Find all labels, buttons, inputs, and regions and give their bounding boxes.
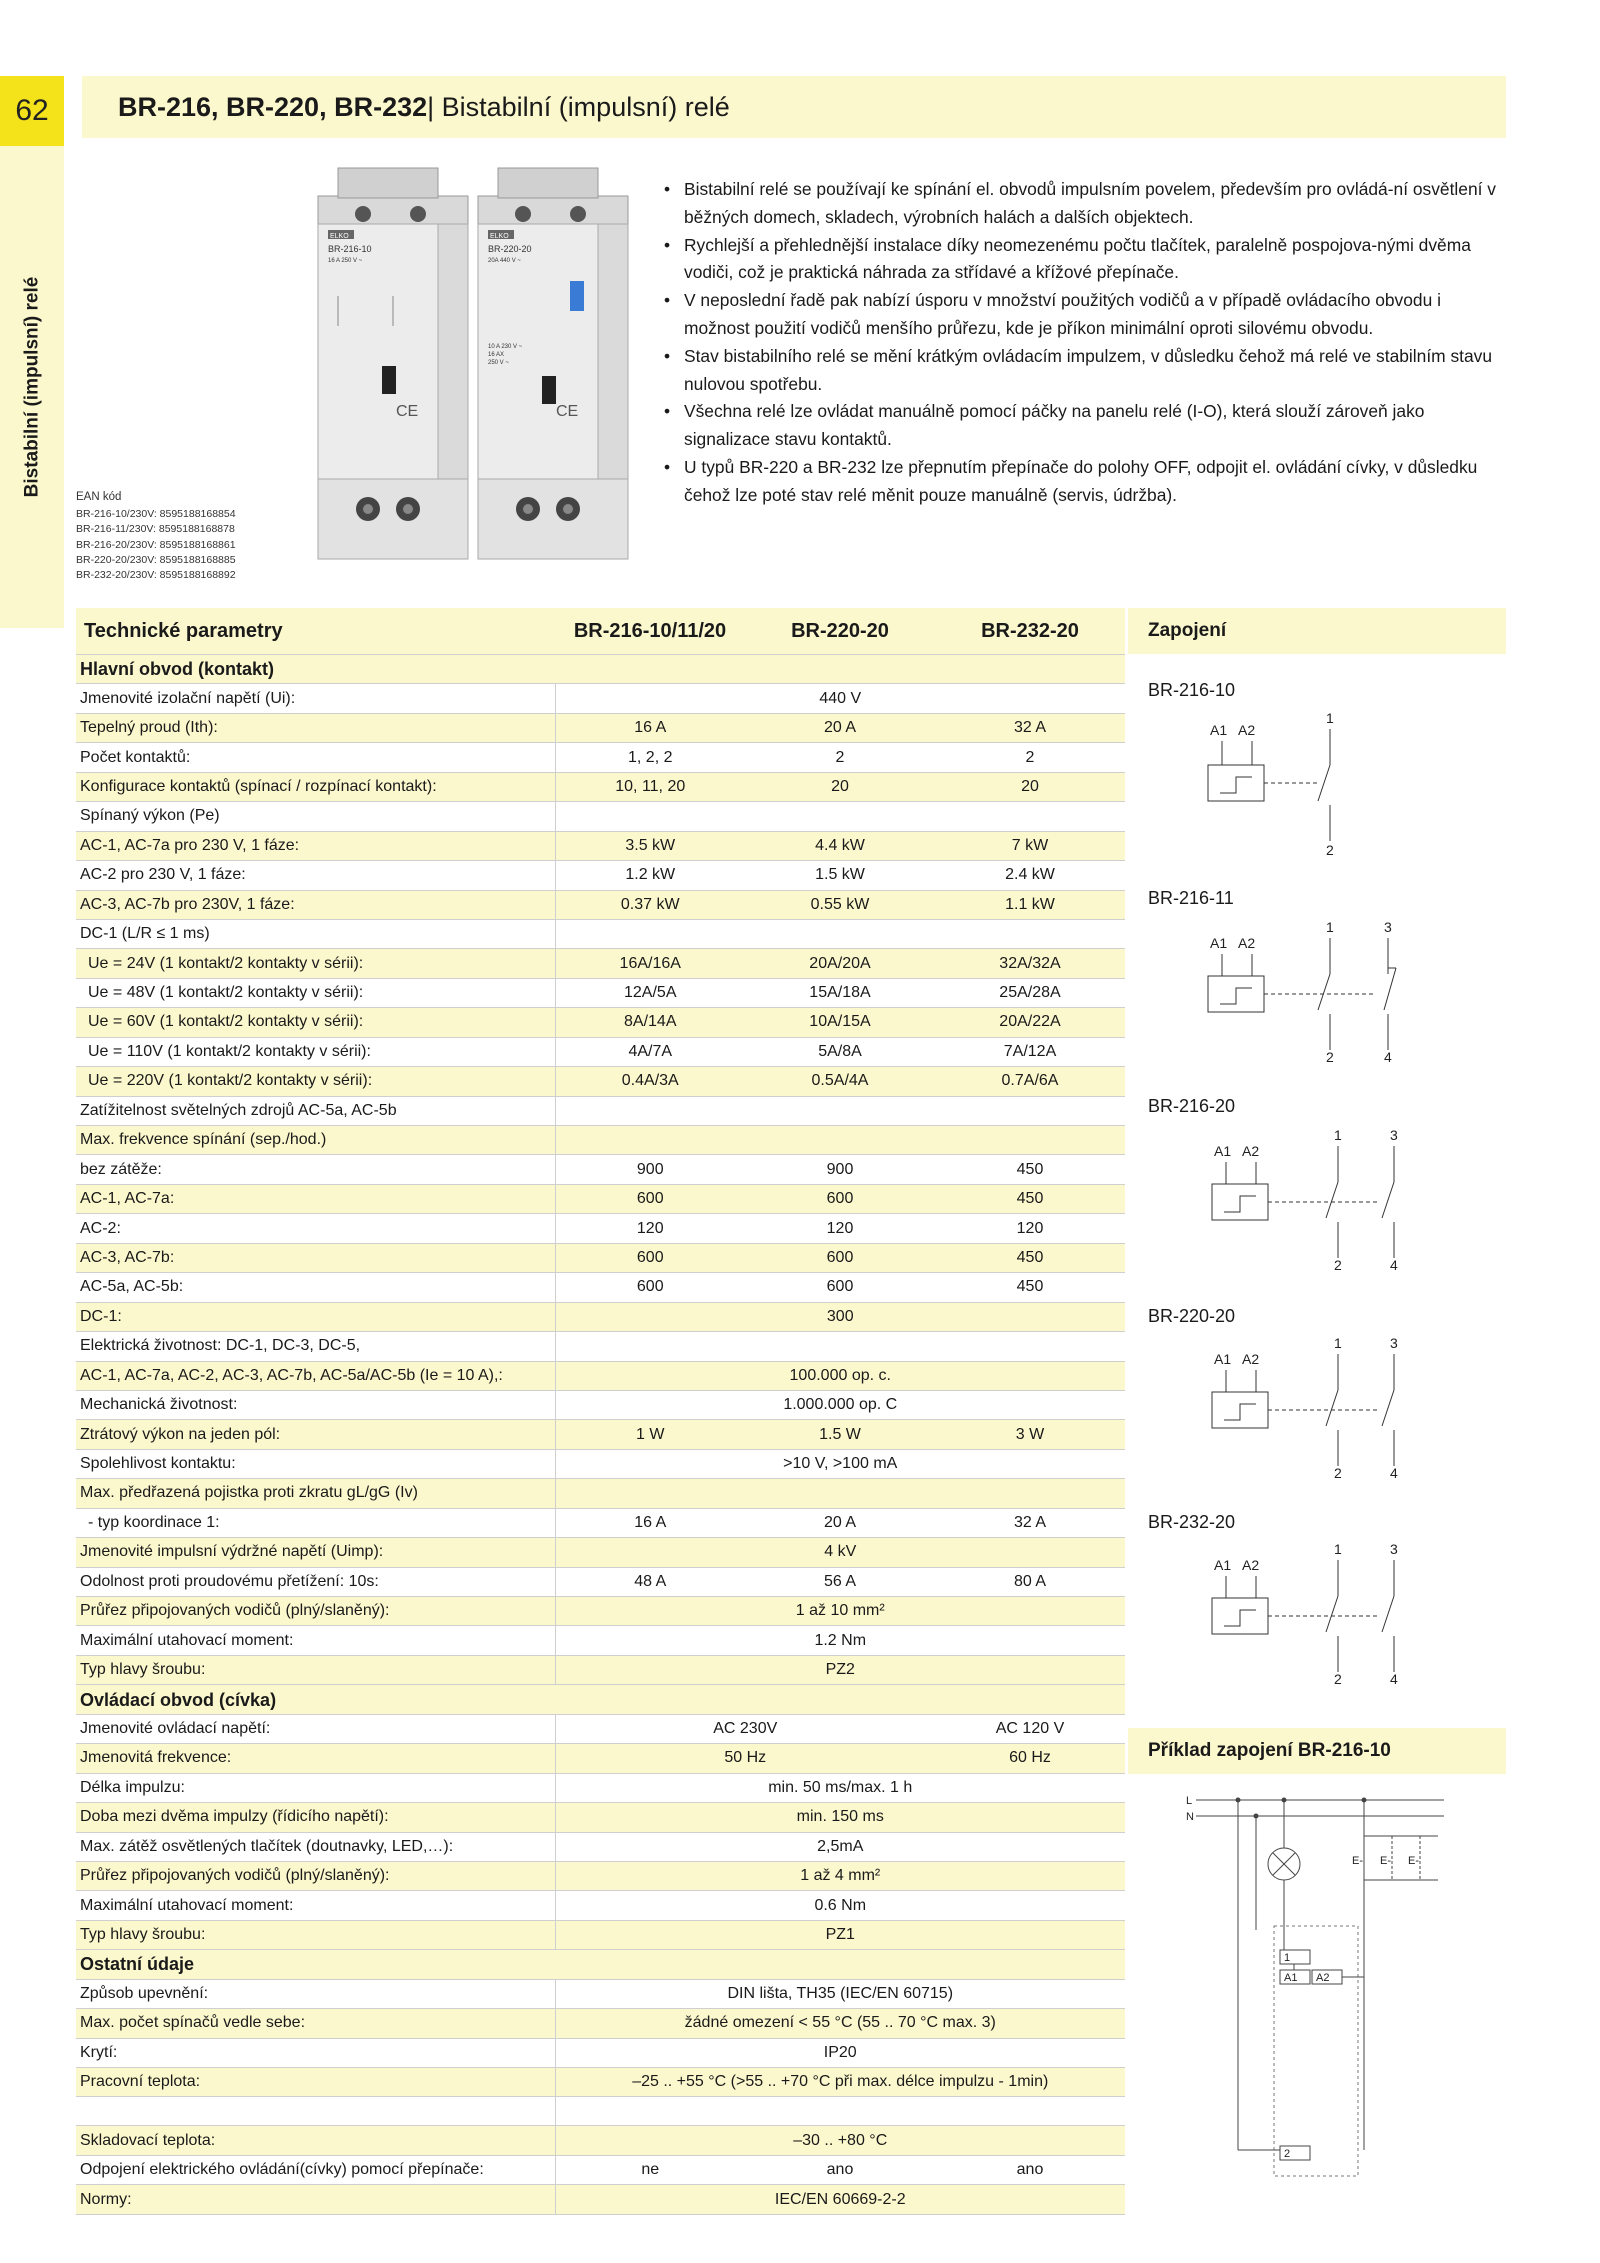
parameter-label: Počet kontaktů: xyxy=(76,743,555,772)
parameter-value: 32A/32A xyxy=(935,949,1125,978)
terminal-label: 1 xyxy=(1326,710,1334,726)
empty-cell xyxy=(555,1479,1125,1508)
parameter-label: AC-3, AC-7b pro 230V, 1 fáze: xyxy=(76,890,555,919)
feature-item: • Rychlejší a přehlednější instalace díky neomezenému počtu tlačítek, paralelně pospojova-nými dvěma vodiči, což je praktická náhrada za střídavé a křížové přepínače. xyxy=(662,232,1510,288)
parameter-label: Tepelný proud (Ith): xyxy=(76,713,555,742)
table-row xyxy=(76,2038,1125,2067)
table-row xyxy=(76,1332,1125,1361)
table-row xyxy=(76,1891,1125,1920)
ean-code: BR-216-20/230V: 8595188168861 xyxy=(76,538,236,551)
terminal-label: A1 xyxy=(1214,1143,1232,1159)
parameter-label: Spolehlivost kontaktu: xyxy=(76,1449,555,1478)
parameter-label: Průřez připojovaných vodičů (plný/slaněný): xyxy=(76,1597,555,1626)
parameter-value: 10A/15A xyxy=(745,1008,935,1037)
diagram-br-216-10 xyxy=(1180,705,1430,865)
brand-left: ELKO xyxy=(330,233,349,240)
parameter-value: 1 W xyxy=(555,1420,745,1449)
parameter-value: 20 xyxy=(745,772,935,801)
table-row xyxy=(76,2185,1125,2214)
column-header: BR-220-20 xyxy=(745,608,935,655)
parameter-value: ne xyxy=(555,2155,745,2184)
relay-left xyxy=(318,168,468,559)
terminal-label: 2 xyxy=(1326,1049,1334,1065)
right-spec-3: 250 V ~ xyxy=(488,360,509,366)
table-row xyxy=(76,1832,1125,1861)
parameter-value: 48 A xyxy=(555,1567,745,1596)
parameter-label: AC-3, AC-7b: xyxy=(76,1243,555,1272)
parameter-value: 0.4A/3A xyxy=(555,1067,745,1096)
parameter-label: DC-1 (L/R ≤ 1 ms) xyxy=(76,919,555,948)
push-button-icon: E- xyxy=(1352,1855,1363,1867)
product-image xyxy=(308,166,648,566)
parameter-value: 600 xyxy=(745,1243,935,1272)
diagram-title: BR-220-20 xyxy=(1148,1306,1236,1326)
table-row xyxy=(76,949,1125,978)
parameter-value: 20 A xyxy=(745,1508,935,1537)
parameter-value: 440 V xyxy=(555,684,1125,713)
parameter-value: 3 W xyxy=(935,1420,1125,1449)
parameter-value: min. 150 ms xyxy=(555,1803,1125,1832)
table-row xyxy=(76,802,1125,831)
terminal-label: 2 xyxy=(1326,842,1334,858)
ean-heading: EAN kód xyxy=(76,491,122,503)
parameter-value: 50 Hz xyxy=(555,1744,935,1773)
parameter-value: 300 xyxy=(555,1302,1125,1331)
column-header: BR-216-10/11/20 xyxy=(555,608,745,655)
parameter-label: Doba mezi dvěma impulzy (řídicího napětí): xyxy=(76,1803,555,1832)
feature-item: • U typů BR-220 a BR-232 lze přepnutím přepínače do polohy OFF, odpojit el. ovládání cívky, v důsledku čehož lze poté stav relé měnit pouze manuálně (servis, údržba). xyxy=(662,454,1510,510)
table-row xyxy=(76,1508,1125,1537)
parameter-label: Max. zátěž osvětlených tlačítek (doutnavky, LED,…): xyxy=(76,1832,555,1861)
parameter-label: Způsob upevnění: xyxy=(76,1979,555,2008)
terminal-label: A2 xyxy=(1238,935,1256,951)
table-row xyxy=(76,1096,1125,1125)
technical-parameters-table xyxy=(76,608,1125,2215)
parameter-value: 1 až 4 mm² xyxy=(555,1861,1125,1890)
relay-right xyxy=(478,168,628,559)
parameter-value: 16 A xyxy=(555,1508,745,1537)
relay-terminal-1: 1 xyxy=(1284,1952,1291,1964)
parameter-value: 120 xyxy=(745,1214,935,1243)
parameter-label: Jmenovité ovládací napětí: xyxy=(76,1714,555,1743)
left-model: BR-216-10 xyxy=(328,244,372,254)
parameter-label: Maximální utahovací moment: xyxy=(76,1891,555,1920)
terminal-label: 1 xyxy=(1326,919,1334,935)
parameter-value: 0.55 kW xyxy=(745,890,935,919)
parameter-value: 900 xyxy=(555,1155,745,1184)
parameter-value: 20 xyxy=(935,772,1125,801)
terminal-label: 1 xyxy=(1334,1541,1342,1557)
ean-code: BR-216-10/230V: 8595188168854 xyxy=(76,508,236,521)
parameter-label: Typ hlavy šroubu: xyxy=(76,1655,555,1684)
parameter-value: 100.000 op. c. xyxy=(555,1361,1125,1390)
terminal-label: A2 xyxy=(1242,1143,1260,1159)
ean-list xyxy=(76,490,236,583)
parameter-label: Ztrátový výkon na jeden pól: xyxy=(76,1420,555,1449)
parameter-value: 7A/12A xyxy=(935,1037,1125,1066)
parameter-value: 1.5 W xyxy=(745,1420,935,1449)
parameter-value: IEC/EN 60669-2-2 xyxy=(555,2185,1125,2214)
parameter-value: 8A/14A xyxy=(555,1008,745,1037)
side-tab-label: Bistabilní (impulsní) relé xyxy=(21,276,42,498)
parameter-value: 450 xyxy=(935,1155,1125,1184)
parameter-label: Spínaný výkon (Pe) xyxy=(76,802,555,831)
terminal-label: 3 xyxy=(1384,919,1392,935)
parameter-value: 0.5A/4A xyxy=(745,1067,935,1096)
parameter-value: 1, 2, 2 xyxy=(555,743,745,772)
terminal-label: A1 xyxy=(1210,722,1228,738)
table-row xyxy=(76,1214,1125,1243)
parameter-value: 15A/18A xyxy=(745,978,935,1007)
push-button-icon: E- xyxy=(1380,1855,1391,1867)
parameter-label: Ue = 220V (1 kontakt/2 kontakty v sérii): xyxy=(76,1067,555,1096)
parameter-value: 120 xyxy=(935,1214,1125,1243)
parameter-value: 2,5mA xyxy=(555,1832,1125,1861)
relay-terminal-a1: A1 xyxy=(1284,1972,1298,1984)
ce-mark-left: CE xyxy=(396,403,419,420)
right-rating: 20A 440 V ~ xyxy=(488,258,521,264)
feature-item: • Bistabilní relé se používají ke spínání el. obvodů impulsním povelem, především pro ovládá-ní osvětlení v běžných domech, skladech, výrobních halách a dalších objektech. xyxy=(662,176,1510,232)
parameter-label: AC-2 pro 230 V, 1 fáze: xyxy=(76,861,555,890)
parameter-label: Ue = 24V (1 kontakt/2 kontakty v sérii): xyxy=(76,949,555,978)
table-row xyxy=(76,1243,1125,1272)
parameter-label: Skladovací teplota: xyxy=(76,2126,555,2155)
diagram-title: BR-232-20 xyxy=(1148,1512,1236,1532)
parameter-value: 12A/5A xyxy=(555,978,745,1007)
parameter-value: 20A/20A xyxy=(745,949,935,978)
title-models: BR-216, BR-220, BR-232 xyxy=(118,91,428,122)
terminal-label: 1 xyxy=(1334,1127,1342,1143)
empty-cell xyxy=(76,2097,555,2126)
parameter-value: 32 A xyxy=(935,713,1125,742)
parameter-label: - typ koordinace 1: xyxy=(76,1508,555,1537)
parameter-value: 5A/8A xyxy=(745,1037,935,1066)
table-row xyxy=(76,2097,1125,2126)
parameter-value: min. 50 ms/max. 1 h xyxy=(555,1773,1125,1802)
parameter-label: Normy: xyxy=(76,2185,555,2214)
parameter-value: AC 230V xyxy=(555,1714,935,1743)
table-row xyxy=(76,1361,1125,1390)
parameter-value: 4A/7A xyxy=(555,1037,745,1066)
example-wiring-heading: Příklad zapojení BR-216-10 xyxy=(1128,1728,1506,1774)
ce-mark-right: CE xyxy=(556,403,579,420)
terminal-label: 3 xyxy=(1390,1127,1398,1143)
table-row xyxy=(76,861,1125,890)
parameter-label: Max. předřazená pojistka proti zkratu gL/gG (Iv) xyxy=(76,1479,555,1508)
parameter-value: 10, 11, 20 xyxy=(555,772,745,801)
empty-cell xyxy=(555,1126,1125,1155)
empty-cell xyxy=(555,1332,1125,1361)
parameter-value: 450 xyxy=(935,1273,1125,1302)
parameter-value: –25 .. +55 °C (>55 .. +70 °C při max. délce impulzu - 1min) xyxy=(555,2068,1125,2097)
parameter-label: Mechanická životnost: xyxy=(76,1390,555,1419)
parameter-value: 4.4 kW xyxy=(745,831,935,860)
table-row xyxy=(76,2068,1125,2097)
table-row xyxy=(76,1803,1125,1832)
parameter-label: Typ hlavy šroubu: xyxy=(76,1920,555,1949)
parameter-value: ano xyxy=(745,2155,935,2184)
empty-cell xyxy=(555,2097,1125,2126)
parameter-label: Odpojení elektrického ovládání(cívky) pomocí přepínače: xyxy=(76,2155,555,2184)
table-row xyxy=(76,684,1125,713)
parameter-value: 60 Hz xyxy=(935,1744,1125,1773)
parameter-label: Průřez připojovaných vodičů (plný/slaněný): xyxy=(76,1861,555,1890)
parameter-value: 20A/22A xyxy=(935,1008,1125,1037)
parameter-label: AC-1, AC-7a pro 230 V, 1 fáze: xyxy=(76,831,555,860)
title-description: | Bistabilní (impulsní) relé xyxy=(427,91,730,122)
diagram-title: BR-216-20 xyxy=(1148,1096,1236,1116)
terminal-label: 2 xyxy=(1334,1671,1342,1687)
table-row xyxy=(76,2126,1125,2155)
terminal-label: 4 xyxy=(1390,1257,1398,1273)
parameter-value: 4 kV xyxy=(555,1538,1125,1567)
table-row xyxy=(76,713,1125,742)
terminal-label: A2 xyxy=(1242,1557,1260,1573)
table-row xyxy=(76,1479,1125,1508)
empty-cell xyxy=(555,802,1125,831)
terminal-label: 4 xyxy=(1390,1465,1398,1481)
parameter-label: Jmenovitá frekvence: xyxy=(76,1744,555,1773)
parameter-value: 120 xyxy=(555,1214,745,1243)
parameter-label: Max. počet spínačů vedle sebe: xyxy=(76,2009,555,2038)
diagram-title: BR-216-11 xyxy=(1148,888,1234,908)
section-title: Hlavní obvod (kontakt) xyxy=(76,655,555,684)
terminal-label: A1 xyxy=(1214,1351,1232,1367)
parameter-value: 2 xyxy=(745,743,935,772)
side-tab-label-box xyxy=(0,146,64,628)
parameter-label: Krytí: xyxy=(76,2038,555,2067)
table-row xyxy=(76,1655,1125,1684)
table-row xyxy=(76,919,1125,948)
parameter-label: Odolnost proti proudovému přetížení: 10s: xyxy=(76,1567,555,1596)
column-header: BR-232-20 xyxy=(935,608,1125,655)
parameter-value: 600 xyxy=(745,1184,935,1213)
parameter-label: Elektrická životnost: DC-1, DC-3, DC-5, xyxy=(76,1332,555,1361)
parameter-label: AC-1, AC-7a: xyxy=(76,1184,555,1213)
parameter-value: 3.5 kW xyxy=(555,831,745,860)
parameter-value: IP20 xyxy=(555,2038,1125,2067)
table-row xyxy=(76,1302,1125,1331)
parameter-value: 450 xyxy=(935,1243,1125,1272)
parameter-value: 600 xyxy=(745,1273,935,1302)
parameter-value: 600 xyxy=(555,1243,745,1272)
parameter-value: 2.4 kW xyxy=(935,861,1125,890)
parameter-value: >10 V, >100 mA xyxy=(555,1449,1125,1478)
table-row xyxy=(76,831,1125,860)
parameter-value: DIN lišta, TH35 (IEC/EN 60715) xyxy=(555,1979,1125,2008)
table-row xyxy=(76,1067,1125,1096)
table-row xyxy=(76,1420,1125,1449)
table-row xyxy=(76,1597,1125,1626)
parameter-value: 450 xyxy=(935,1184,1125,1213)
parameter-value: 2 xyxy=(935,743,1125,772)
parameter-label: Ue = 48V (1 kontakt/2 kontakty v sérii): xyxy=(76,978,555,1007)
feature-list xyxy=(662,176,1510,510)
parameter-value: 25A/28A xyxy=(935,978,1125,1007)
terminal-label: 3 xyxy=(1390,1335,1398,1351)
table-row xyxy=(76,1273,1125,1302)
parameter-value: 1.000.000 op. C xyxy=(555,1390,1125,1419)
table-row xyxy=(76,1744,1125,1773)
parameter-label: Jmenovité izolační napětí (Ui): xyxy=(76,684,555,713)
parameter-value: 16 A xyxy=(555,713,745,742)
section-title: Ostatní údaje xyxy=(76,1950,555,1979)
section-row xyxy=(76,1950,1125,1979)
terminal-label: A1 xyxy=(1210,935,1228,951)
diagram-br-232-20 xyxy=(1180,1536,1430,1696)
terminal-label: 4 xyxy=(1390,1671,1398,1687)
empty-cell xyxy=(555,1685,1125,1714)
parameter-value: PZ2 xyxy=(555,1655,1125,1684)
parameter-value: ano xyxy=(935,2155,1125,2184)
parameter-value: 0.6 Nm xyxy=(555,1891,1125,1920)
parameter-label: Délka impulzu: xyxy=(76,1773,555,1802)
table-header-row xyxy=(76,608,1125,655)
table-row xyxy=(76,1037,1125,1066)
diagram-br-220-20 xyxy=(1180,1330,1430,1490)
terminal-label: A2 xyxy=(1238,722,1256,738)
parameter-value: žádné omezení < 55 °C (55 .. 70 °C max. 3) xyxy=(555,2009,1125,2038)
parameter-label: Ue = 110V (1 kontakt/2 kontakty v sérii): xyxy=(76,1037,555,1066)
table-row xyxy=(76,1184,1125,1213)
line-label-l: L xyxy=(1186,1795,1193,1807)
table-row xyxy=(76,2009,1125,2038)
table-row xyxy=(76,978,1125,1007)
line-label-n: N xyxy=(1186,1811,1194,1823)
table-row xyxy=(76,2155,1125,2184)
table-row xyxy=(76,1008,1125,1037)
table-row xyxy=(76,1861,1125,1890)
empty-cell xyxy=(555,1950,1125,1979)
parameter-value: 1 až 10 mm² xyxy=(555,1597,1125,1626)
terminal-label: A2 xyxy=(1242,1351,1260,1367)
terminal-label: 2 xyxy=(1334,1465,1342,1481)
empty-cell xyxy=(555,655,1125,684)
parameter-value: 16A/16A xyxy=(555,949,745,978)
empty-cell xyxy=(555,1096,1125,1125)
page-title xyxy=(82,76,1506,138)
table-row xyxy=(76,1567,1125,1596)
parameter-value: 1.1 kW xyxy=(935,890,1125,919)
section-title: Ovládací obvod (cívka) xyxy=(76,1685,555,1714)
section-row xyxy=(76,1685,1125,1714)
push-button-icon: E- xyxy=(1408,1855,1419,1867)
parameter-label: AC-2: xyxy=(76,1214,555,1243)
ean-code: BR-220-20/230V: 8595188168885 xyxy=(76,553,236,566)
table-row xyxy=(76,890,1125,919)
parameter-label: Pracovní teplota: xyxy=(76,2068,555,2097)
terminal-label: 3 xyxy=(1390,1541,1398,1557)
table-row xyxy=(76,1126,1125,1155)
parameter-label: Maximální utahovací moment: xyxy=(76,1626,555,1655)
parameter-label: Ue = 60V (1 kontakt/2 kontakty v sérii): xyxy=(76,1008,555,1037)
left-rating: 16 A 250 V ~ xyxy=(328,258,363,264)
parameter-value: 0.37 kW xyxy=(555,890,745,919)
table-row xyxy=(76,1390,1125,1419)
parameter-value: 0.7A/6A xyxy=(935,1067,1125,1096)
terminal-label: A1 xyxy=(1214,1557,1232,1573)
table-row xyxy=(76,743,1125,772)
parameter-value: AC 120 V xyxy=(935,1714,1125,1743)
parameter-value: 80 A xyxy=(935,1567,1125,1596)
wiring-heading: Zapojení xyxy=(1128,608,1506,654)
parameter-value: 1.2 Nm xyxy=(555,1626,1125,1655)
terminal-label: 4 xyxy=(1384,1049,1392,1065)
table-row xyxy=(76,1920,1125,1949)
parameter-value: 20 A xyxy=(745,713,935,742)
terminal-label: 1 xyxy=(1334,1335,1342,1351)
table-row xyxy=(76,1538,1125,1567)
parameter-label: bez zátěže: xyxy=(76,1155,555,1184)
table-row xyxy=(76,1449,1125,1478)
table-row xyxy=(76,1626,1125,1655)
parameter-value: 900 xyxy=(745,1155,935,1184)
table-row xyxy=(76,1155,1125,1184)
table-row xyxy=(76,1979,1125,2008)
relay-terminal-a2: A2 xyxy=(1316,1972,1330,1984)
table-title: Technické parametry xyxy=(76,608,555,655)
right-spec-2: 16 AX xyxy=(488,352,505,358)
diagram-br-216-20 xyxy=(1180,1122,1430,1282)
parameter-value: 32 A xyxy=(935,1508,1125,1537)
table-row xyxy=(76,1773,1125,1802)
feature-item: • V neposlední řadě pak nabízí úsporu v množství použitých vodičů a v případě ovládacího obvodu i možnost použití vodičů menšího průřezu, kde je příkon minimální oproti silovému obvodu. xyxy=(662,287,1510,343)
ean-code: BR-232-20/230V: 8595188168892 xyxy=(76,569,236,582)
parameter-value: 56 A xyxy=(745,1567,935,1596)
parameter-value: –30 .. +80 °C xyxy=(555,2126,1125,2155)
feature-item: • Stav bistabilního relé se mění krátkým ovládacím impulzem, v důsledku čehož má relé ve stabilním stavu nulovou spotřebu. xyxy=(662,343,1510,399)
example-wiring-diagram xyxy=(1182,1790,1462,2200)
diagram-title: BR-216-10 xyxy=(1148,680,1236,700)
terminal-label: 2 xyxy=(1334,1257,1342,1273)
page-number: 62 xyxy=(0,76,64,146)
parameter-value: 7 kW xyxy=(935,831,1125,860)
parameter-label: AC-1, AC-7a, AC-2, AC-3, AC-7b, AC-5a/AC-5b (Ie = 10 A),: xyxy=(76,1361,555,1390)
parameter-value: PZ1 xyxy=(555,1920,1125,1949)
parameter-label: Konfigurace kontaktů (spínací / rozpínací kontakt): xyxy=(76,772,555,801)
parameter-label: Jmenovité impulsní výdržné napětí (Uimp): xyxy=(76,1538,555,1567)
brand-right: ELKO xyxy=(490,233,509,240)
parameter-label: Zatížitelnost světelných zdrojů AC-5a, AC-5b xyxy=(76,1096,555,1125)
table-row xyxy=(76,1714,1125,1743)
table-row xyxy=(76,772,1125,801)
diagram-br-216-11 xyxy=(1180,912,1430,1072)
right-model: BR-220-20 xyxy=(488,244,532,254)
parameter-value: 600 xyxy=(555,1184,745,1213)
relay-terminal-2: 2 xyxy=(1284,2148,1291,2160)
section-row xyxy=(76,655,1125,684)
parameter-value: 600 xyxy=(555,1273,745,1302)
parameter-value: 1.5 kW xyxy=(745,861,935,890)
ean-code: BR-216-11/230V: 8595188168878 xyxy=(76,523,235,536)
right-spec-1: 10 A 230 V ~ xyxy=(488,344,523,350)
empty-cell xyxy=(555,919,1125,948)
parameter-label: DC-1: xyxy=(76,1302,555,1331)
parameter-value: 1.2 kW xyxy=(555,861,745,890)
parameter-label: AC-5a, AC-5b: xyxy=(76,1273,555,1302)
parameter-label: Max. frekvence spínání (sep./hod.) xyxy=(76,1126,555,1155)
feature-item: • Všechna relé lze ovládat manuálně pomocí páčky na panelu relé (I-O), která slouží zároveň jako signalizace stavu kontaktů. xyxy=(662,398,1510,454)
